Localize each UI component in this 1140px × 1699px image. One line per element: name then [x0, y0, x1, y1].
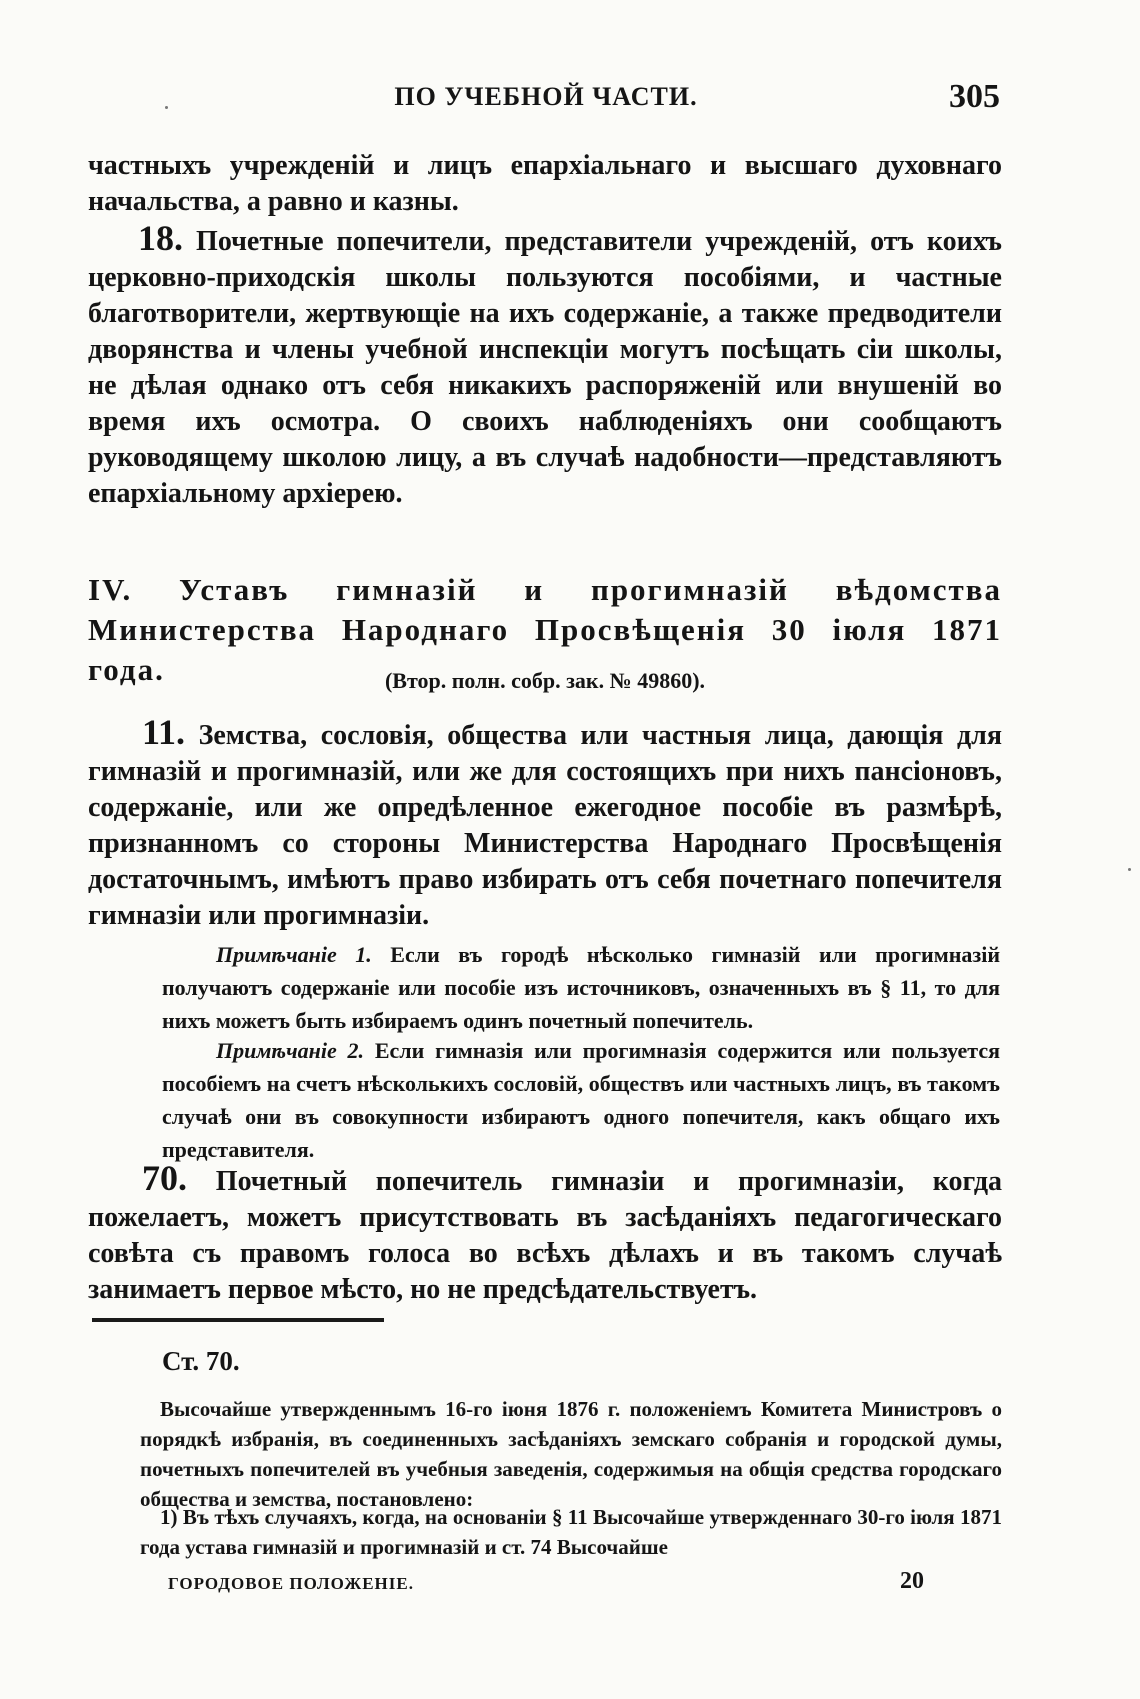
article-11-text: Земства, сословія, общества или частныя лица, дающія для гимназій и прогимназій, или же для состоящихъ при нихъ пансіоновъ, содержаніе, или же опредѣленное ежегодное пособіе въ размѣрѣ, признанномъ со стороны Министерства Народнаго Просвѣщенія достаточнымъ, имѣютъ право избирать отъ себя почетнаго попечителя гимназіи или прогимназіи.: [88, 720, 1003, 931]
signature-number: 20: [900, 1568, 924, 1594]
note-1-label: Примѣчаніе 1.: [216, 942, 372, 967]
note-2: [162, 1034, 1000, 1166]
running-header: [92, 78, 1000, 118]
note-2-label: Примѣчаніе 2.: [216, 1038, 365, 1063]
footnote-heading: Ст. 70.: [162, 1346, 240, 1376]
article-18-text: Почетные попечители, представители учрежденій, отъ коихъ церковно-приходскія школы пользуются пособіями, и частные благотворители, жертвующіе на ихъ содержаніе, а также предводители дворянства и члены учебной инспекціи могутъ посѣщать сіи школы, не дѣлая однако отъ себя никакихъ распоряженій или внушеній во время ихъ осмотра. О своихъ наблюденіяхъ они сообщаютъ руководящему школою лицу, а въ случаѣ надобности—представляютъ епархіальному архіерею.: [88, 226, 1002, 509]
note-1: [162, 938, 1000, 1037]
intro-paragraph: частныхъ учрежденій и лицъ епархіальнаго и высшаго духовнаго начальства, а равно и казны.: [88, 150, 1002, 217]
footnote-paragraph-2: 1) Въ тѣхъ случаяхъ, когда, на основаніи § 11 Высочайше утвержденнаго 30-го іюля 1871 года устава гимназій и прогимназій и ст. 74 Высочайше: [140, 1505, 1002, 1559]
paper-speck: [1128, 868, 1131, 871]
paper-speck: [165, 106, 168, 109]
footnote-paragraph-1: Высочайше утвержденнымъ 16-го іюня 1876 г. положеніемъ Комитета Министровъ о порядкѣ избранія, въ соединенныхъ засѣданіяхъ земскаго собранія и городской думы, почетныхъ попечителей въ учебныя заведенія, содержимыя на общія средства городскаго общества и земства, постановлено:: [140, 1397, 1002, 1511]
article-70-number: 70.: [142, 1158, 187, 1198]
note-1-text: Если въ городѣ нѣсколько гимназій или прогимназій получаютъ содержаніе или пособіе изъ источниковъ, означенныхъ въ § 11, то для нихъ можетъ быть избираемъ одинъ почетный попечитель.: [162, 942, 1001, 1033]
article-11: [88, 714, 1002, 934]
page-number: 305: [949, 78, 1000, 115]
note-2-text: Если гимназія или прогимназія содержится или пользуется пособіемъ на счетъ нѣсколькихъ сословій, обществъ или частныхъ лицъ, въ такомъ случаѣ они въ совокупности избираютъ одного попечителя, какъ общаго ихъ представителя.: [162, 1038, 1001, 1162]
article-18: [88, 220, 1002, 512]
printer-signature: ГОРОДОВОЕ ПОЛОЖЕНІЕ.: [168, 1574, 414, 1593]
section-heading: IV. Уставъ гимназій и прогимназій вѣдомства Министерства Народнаго Просвѣщенія 30 іюля 1871 года.: [88, 572, 1002, 687]
law-reference: (Втор. полн. собр. зак. № 49860).: [384, 668, 706, 693]
article-70: [88, 1160, 1002, 1308]
article-11-number: 11.: [142, 712, 186, 752]
article-18-number: 18.: [138, 218, 183, 258]
running-title: ПО УЧЕБНОЙ ЧАСТИ.: [394, 82, 698, 111]
footnote-separator: [92, 1318, 384, 1322]
article-70-text: Почетный попечитель гимназіи и прогимназіи, когда пожелаетъ, можетъ присутствовать въ засѣданіяхъ педагогическаго совѣта съ правомъ голоса во всѣхъ дѣлахъ и въ такомъ случаѣ занимаетъ первое мѣсто, но не предсѣдательствуетъ.: [88, 1166, 1003, 1305]
